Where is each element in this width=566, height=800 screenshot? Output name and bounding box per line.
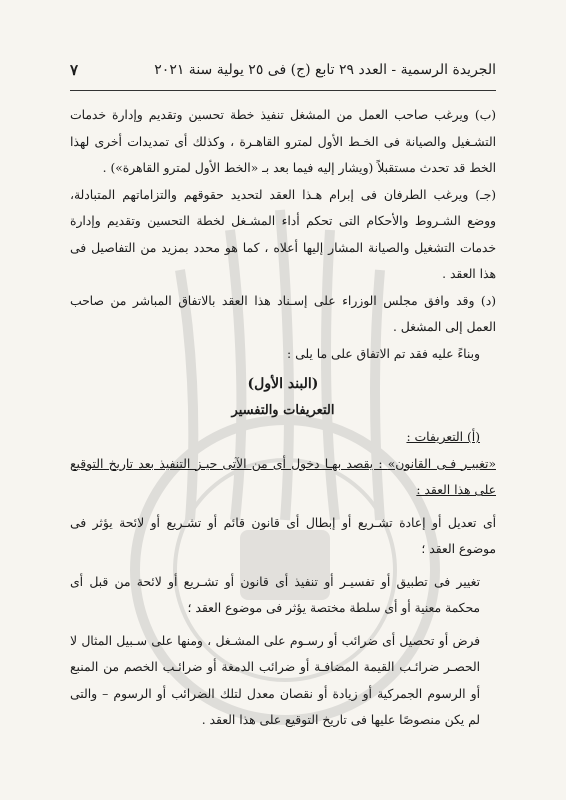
header-divider — [70, 90, 496, 91]
clause-b: (ب) ويرغب صاحب العمل من المشغل تنفيذ خطة تحسين وتقديم وإدارة خدمات التشـغيل والصيانة فى الخـط الأول لمترو القاهـرة ، وكذلك أى تمديدات أخرى لهذا الخط قد تحدث مستقبلاً (ويشار إليه فيما بعد بـ «الخط الأول لمترو القاهرة») . — [70, 108, 496, 175]
definition-item-2: تغيير فى تطبيق أو تفسيـر أو تنفيذ أى قانون أو تشـريع أو لائحة من قبل أى محكمة معنية أو أى سلطة مختصة يؤثر فى موضوع العقد ؛ — [70, 574, 480, 615]
change-in-law-definition — [70, 451, 496, 504]
header-title: الجريدة الرسمية - العدد ٢٩ تابع (ج) فى ٢٥ يولية سنة ٢٠٢١ — [154, 62, 496, 78]
agreement-line: وبناءً عليه فقد تم الاتفاق على ما يلى : — [287, 346, 480, 361]
change-in-law-text: : يقصد بهـا دخول أى من الآتى حيـز التنفيذ بعد تاريخ التوقيع على هذا العقد : — [70, 456, 496, 497]
document-body — [70, 102, 496, 734]
clause-d: (د) وقد وافق مجلس الوزراء على إسـناد هذا العقد بالاتفاق المباشر من صاحب العمل إلى المشغل . — [70, 293, 496, 334]
page-header — [70, 58, 496, 82]
page-number: ٧ — [70, 61, 79, 79]
definition-item-3: فرض أو تحصيل أى ضرائب أو رسـوم على المشـغل ، ومنها على سـبيل المثال لا الحصـر ضرائـب القيمة المضافـة أو ضرائب الدمغة أو ضرائـب الخصم من المنبع أو الرسوم الجمركية أو زيادة أو نقصان معدل لتلك الضرائب أو الرسوم – والتى لم يكن منصوصًا عليها فى تاريخ التوقيع على هذا العقد . — [70, 633, 480, 727]
change-in-law-term: «تغييـر فـى القانون» — [387, 456, 496, 471]
clause-c: (جـ) ويرغب الطرفان فى إبرام هـذا العقد لتحديد حقوقهم والتزاماتهم المتبادلة، ووضع الشـروط والأحكام التى تحكم أداء المشـغل لخطة التحسين وتقديم وإدارة خدمات التشغيل والصيانة المشار إليها أعلاه ، كما هو محدد بمزيد من التفاصيل فى هذا العقد . — [70, 187, 496, 281]
definitions-label: (أ) التعريفات : — [406, 430, 480, 444]
article-title: (البند الأول) — [247, 376, 319, 392]
definition-item-1: أى تعديل أو إعادة تشـريع أو إبطال أى قانون قائم أو تشـريع أو لائحة يؤثر فى موضوع العقد ؛ — [70, 515, 497, 556]
article-subtitle: التعريفات والتفسير — [231, 402, 335, 418]
